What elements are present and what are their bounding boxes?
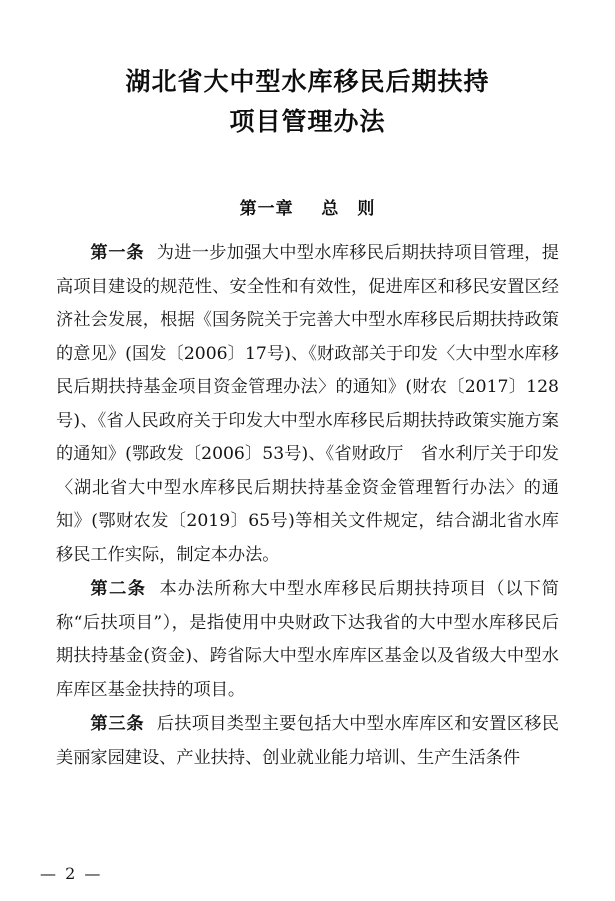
chapter-heading	[56, 194, 559, 219]
article-paragraph	[56, 573, 559, 707]
article-text: 后扶项目类型主要包括大中型水库库区和安置区移民美丽家园建设、产业扶持、创业就业能力培训、生产生活条件	[56, 714, 559, 768]
article-marker: 第三条	[90, 714, 145, 734]
article-paragraph	[56, 708, 559, 775]
article-text: 为进一步加强大中型水库移民后期扶持项目管理，提高项目建设的规范性、安全性和有效性，促进库区和移民安置区经济社会发展，根据《国务院关于完善大中型水库移民后期扶持政策的意见》(国发〔2006〕17号)、《财政部关于印发〈大中型水库移民后期扶持基金项目资金管理办法〉的通知》(财农〔2017〕128号)、《省人民政府关于印发大中型水库移民后期扶持政策实施方案的通知》(鄂政发〔2006〕53号)、《省财政厅 省水利厅关于印发〈湖北省大中型水库移民后期扶持基金资金管理暂行办法〉的通知》(鄂财农发〔2019〕65号)等相关文件规定，结合湖北省水库移民工作实际，制定本办法。	[56, 243, 559, 565]
page-title	[56, 62, 559, 142]
chapter-label: 第一章	[239, 199, 294, 219]
article-text: 本办法所称大中型水库移民后期扶持项目（以下简称“后扶项目”），是指使用中央财政下达我省的大中型水库移民后期扶持基金(资金)、跨省际大中型水库库区基金以及省级大中型水库库区基金扶持的项目。	[56, 579, 559, 700]
article-paragraph	[56, 237, 559, 572]
chapter-name: 总 则	[321, 199, 376, 219]
page-number: — 2 —	[40, 864, 103, 883]
page-title-line-1: 湖北省大中型水库移民后期扶持	[125, 67, 490, 96]
article-marker: 第一条	[90, 243, 145, 263]
article-marker: 第二条	[90, 579, 147, 599]
page-title-line-2: 项目管理办法	[229, 107, 386, 136]
